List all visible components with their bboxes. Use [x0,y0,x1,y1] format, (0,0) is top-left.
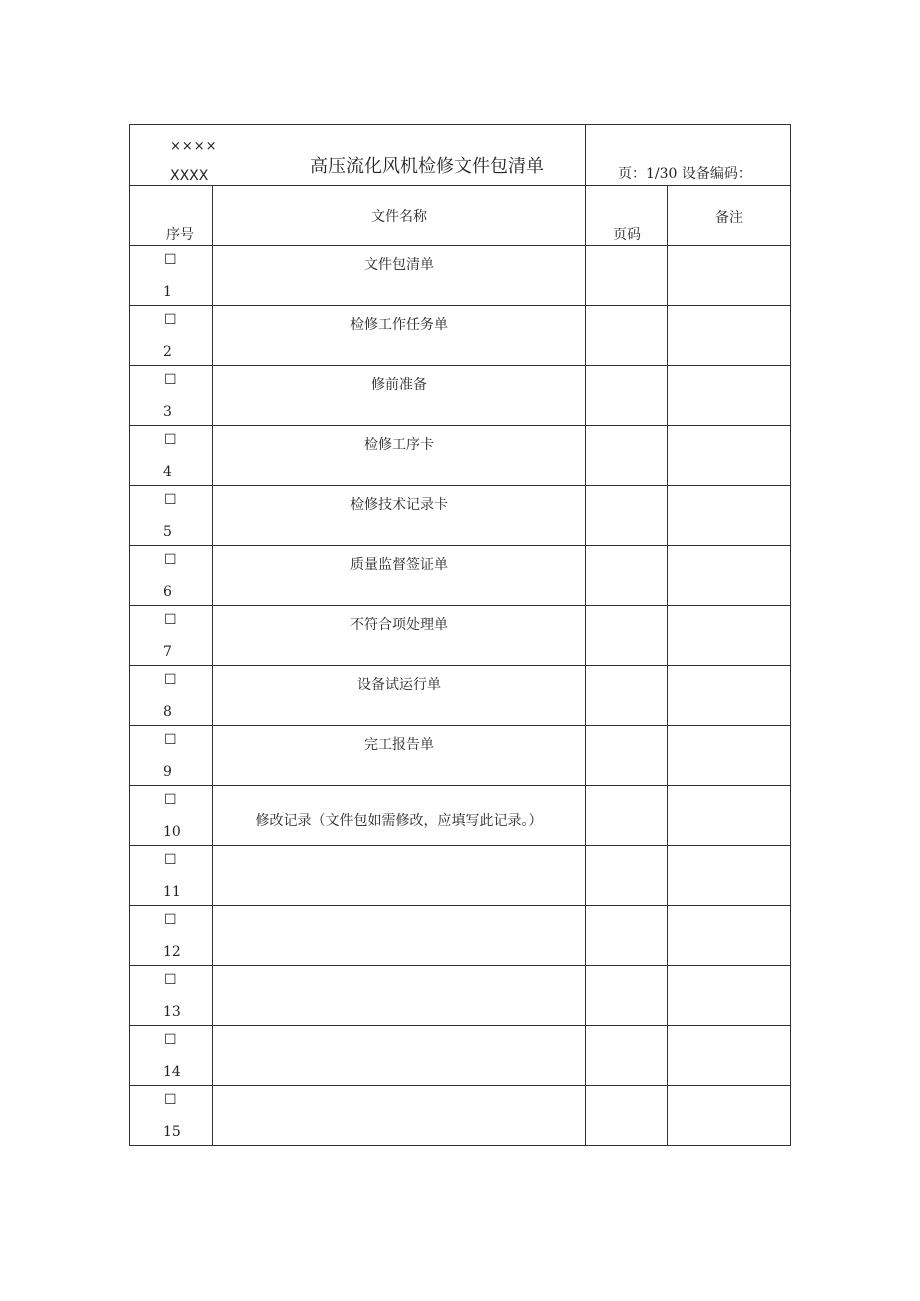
checkbox-icon[interactable]: ☐ [164,312,177,328]
row-number: 9 [163,764,172,780]
table-row [130,906,791,966]
row-number: 11 [163,884,181,900]
file-name-cell [213,246,586,306]
file-list-table [129,124,791,1146]
note-cell [668,846,791,906]
checkbox-icon[interactable]: ☐ [164,432,177,448]
table-row [130,786,791,846]
note-cell [668,306,791,366]
table-row [130,426,791,486]
page-cell [586,1086,668,1146]
table-row [130,666,791,726]
file-name-cell [213,426,586,486]
seq-cell [130,726,213,786]
note-cell [668,1086,791,1146]
file-name-cell [213,666,586,726]
page-cell [586,546,668,606]
table-row [130,486,791,546]
note-cell [668,726,791,786]
row-number: 8 [163,704,172,720]
file-name: 不符合项处理单 [350,617,448,633]
table-row [130,966,791,1026]
seq-cell [130,1026,213,1086]
table-row [130,246,791,306]
seq-cell [130,906,213,966]
file-name-cell [213,546,586,606]
file-name-cell [213,906,586,966]
checkbox-icon[interactable]: ☐ [164,732,177,748]
file-name-cell [213,306,586,366]
file-name: 检修工作任务单 [350,317,448,333]
checkbox-icon[interactable]: ☐ [164,972,177,988]
note-cell [668,426,791,486]
page-cell [586,426,668,486]
row-number: 1 [163,284,172,300]
file-name-cell [213,606,586,666]
table-row [130,306,791,366]
file-name: 文件包清单 [364,257,434,273]
table-row [130,726,791,786]
note-cell [668,246,791,306]
org-line-2: XXXX [170,168,209,184]
row-number: 6 [163,584,172,600]
page-cell [586,966,668,1026]
table-row [130,1026,791,1086]
column-header-note [668,186,791,246]
column-header-name [213,186,586,246]
column-header-row [130,186,791,246]
table-row [130,606,791,666]
org-line-1: ×××× [170,139,218,154]
checkbox-icon[interactable]: ☐ [164,852,177,868]
file-name: 质量监督签证单 [350,557,448,573]
file-name: 修改记录（文件包如需修改，应填写此记录。） [255,813,543,829]
checkbox-icon[interactable]: ☐ [164,372,177,388]
file-name: 检修技术记录卡 [350,497,448,513]
file-name: 完工报告单 [364,737,434,753]
page-cell [586,1026,668,1086]
column-header-seq [130,186,213,246]
checkbox-icon[interactable]: ☐ [164,552,177,568]
header-info-cell [586,125,791,186]
name-header-label: 文件名称 [371,209,427,225]
row-number: 3 [163,404,172,420]
checkbox-icon[interactable]: ☐ [164,672,177,688]
seq-cell [130,366,213,426]
seq-cell [130,786,213,846]
note-cell [668,666,791,726]
file-name-cell [213,1026,586,1086]
note-cell [668,966,791,1026]
file-name: 修前准备 [371,377,427,393]
row-number: 12 [163,944,181,960]
file-name: 设备试运行单 [357,677,441,693]
page-cell [586,246,668,306]
file-name-cell [213,966,586,1026]
file-name-cell [213,366,586,426]
row-number: 13 [163,1004,181,1020]
seq-cell [130,306,213,366]
header-row [130,125,791,186]
page-cell [586,306,668,366]
row-number: 5 [163,524,172,540]
row-number: 7 [163,644,172,660]
file-name-cell [213,1086,586,1146]
page-cell [586,366,668,426]
checkbox-icon[interactable]: ☐ [164,1092,177,1108]
row-number: 4 [163,464,172,480]
seq-cell [130,246,213,306]
rows-body [130,246,791,1146]
note-header-label: 备注 [715,210,743,226]
checkbox-icon[interactable]: ☐ [164,252,177,268]
note-cell [668,786,791,846]
seq-cell [130,546,213,606]
file-name-cell [213,846,586,906]
page-cell [586,846,668,906]
row-number: 2 [163,344,172,360]
note-cell [668,606,791,666]
note-cell [668,906,791,966]
checkbox-icon[interactable]: ☐ [164,912,177,928]
seq-cell [130,666,213,726]
checkbox-icon[interactable]: ☐ [164,612,177,628]
checkbox-icon[interactable]: ☐ [164,492,177,508]
page-cell [586,666,668,726]
table-row [130,1086,791,1146]
seq-cell [130,426,213,486]
row-number: 10 [163,824,181,840]
table-row [130,846,791,906]
row-number: 15 [163,1124,181,1140]
seq-header-label: 序号 [166,227,194,243]
file-name-cell [213,726,586,786]
note-cell [668,546,791,606]
page-cell [586,606,668,666]
note-cell [668,486,791,546]
checkbox-icon[interactable]: ☐ [164,1032,177,1048]
note-cell [668,1026,791,1086]
seq-cell [130,1086,213,1146]
note-cell [668,366,791,426]
page-cell [586,486,668,546]
page-cell [586,906,668,966]
page-header-label: 页码 [613,227,641,243]
seq-cell [130,846,213,906]
file-name: 检修工序卡 [364,437,434,453]
file-name-cell [213,786,586,846]
header-title-cell [130,125,586,186]
page-cell [586,786,668,846]
table-row [130,546,791,606]
column-header-page [586,186,668,246]
seq-cell [130,606,213,666]
table-row [130,366,791,426]
seq-cell [130,486,213,546]
file-name-cell [213,486,586,546]
page-info: 页：1/30 设备编码： [618,166,752,182]
page-cell [586,726,668,786]
row-number: 14 [163,1064,181,1080]
checkbox-icon[interactable]: ☐ [164,792,177,808]
document-title: 高压流化风机检修文件包清单 [310,156,544,177]
seq-cell [130,966,213,1026]
